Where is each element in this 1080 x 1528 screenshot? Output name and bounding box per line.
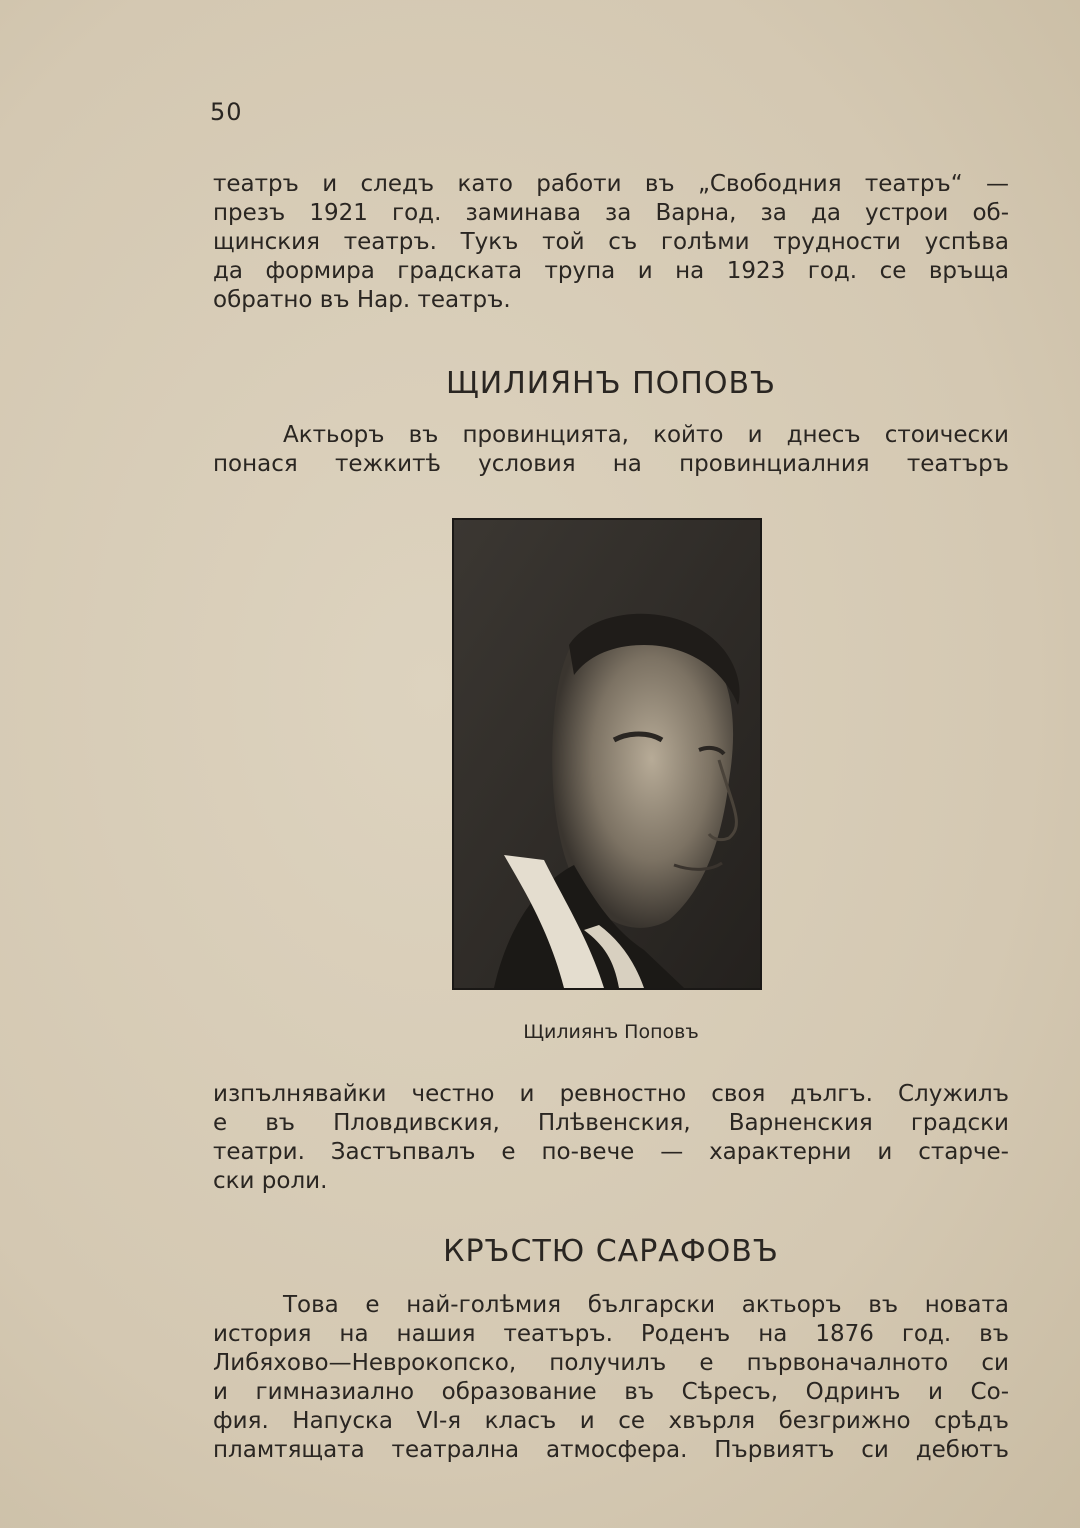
page-number: 50	[210, 98, 243, 126]
text-line: пламтящата театрална атмосфера. Първиятъ си дебютъ	[213, 1437, 1009, 1463]
sarafov-paragraph	[213, 1291, 1009, 1465]
text-line: театръ и следъ като работи въ „Свободния театръ“ —	[213, 171, 1009, 197]
portrait-photo	[452, 518, 762, 990]
text-line: Актьоръ въ провинцията, който и днесъ стоически	[283, 422, 1009, 448]
text-line: щинския театръ. Тукъ той съ голѣми трудности успѣва	[213, 229, 1009, 255]
photo-caption: Щилиянъ Поповъ	[523, 1021, 699, 1043]
text-line: ски роли.	[213, 1168, 328, 1194]
text-line: история на нашия театъръ. Роденъ на 1876 год. въ	[213, 1321, 1009, 1347]
intro-paragraph	[213, 170, 1009, 315]
popov-paragraph-1	[213, 421, 1009, 479]
section-heading-sarafov: КРЪСТЮ САРАФОВЪ	[443, 1234, 779, 1269]
text-line: изпълнявайки честно и ревностно своя дългъ. Служилъ	[213, 1081, 1009, 1107]
text-line: да формира градската трупа и на 1923 год. се връща	[213, 258, 1009, 284]
text-line: и гимназиално образование въ Сѣресъ, Одринъ и Со-	[213, 1379, 1009, 1405]
section-heading-popov: ЩИЛИЯНЪ ПОПОВЪ	[445, 366, 777, 401]
text-line: театри. Застъпвалъ е по-вече — характерни и старче-	[213, 1139, 1009, 1165]
text-line: е въ Пловдивския, Плѣвенския, Варненския градски	[213, 1110, 1009, 1136]
text-line: презъ 1921 год. заминава за Варна, за да устрои об-	[213, 200, 1009, 226]
text-line: Либяхово—Неврокопско, получилъ е първоначалното си	[213, 1350, 1009, 1376]
text-line: понася тежкитѣ условия на провинциалния театъръ	[213, 451, 1009, 477]
text-line: фия. Напуска VI-я класъ и се хвърля безгрижно срѣдъ	[213, 1408, 1009, 1434]
text-line: Това е най-голѣмия български актьоръ въ новата	[283, 1292, 1009, 1318]
popov-paragraph-2	[213, 1080, 1009, 1196]
text-line: обратно въ Нар. театръ.	[213, 287, 511, 313]
